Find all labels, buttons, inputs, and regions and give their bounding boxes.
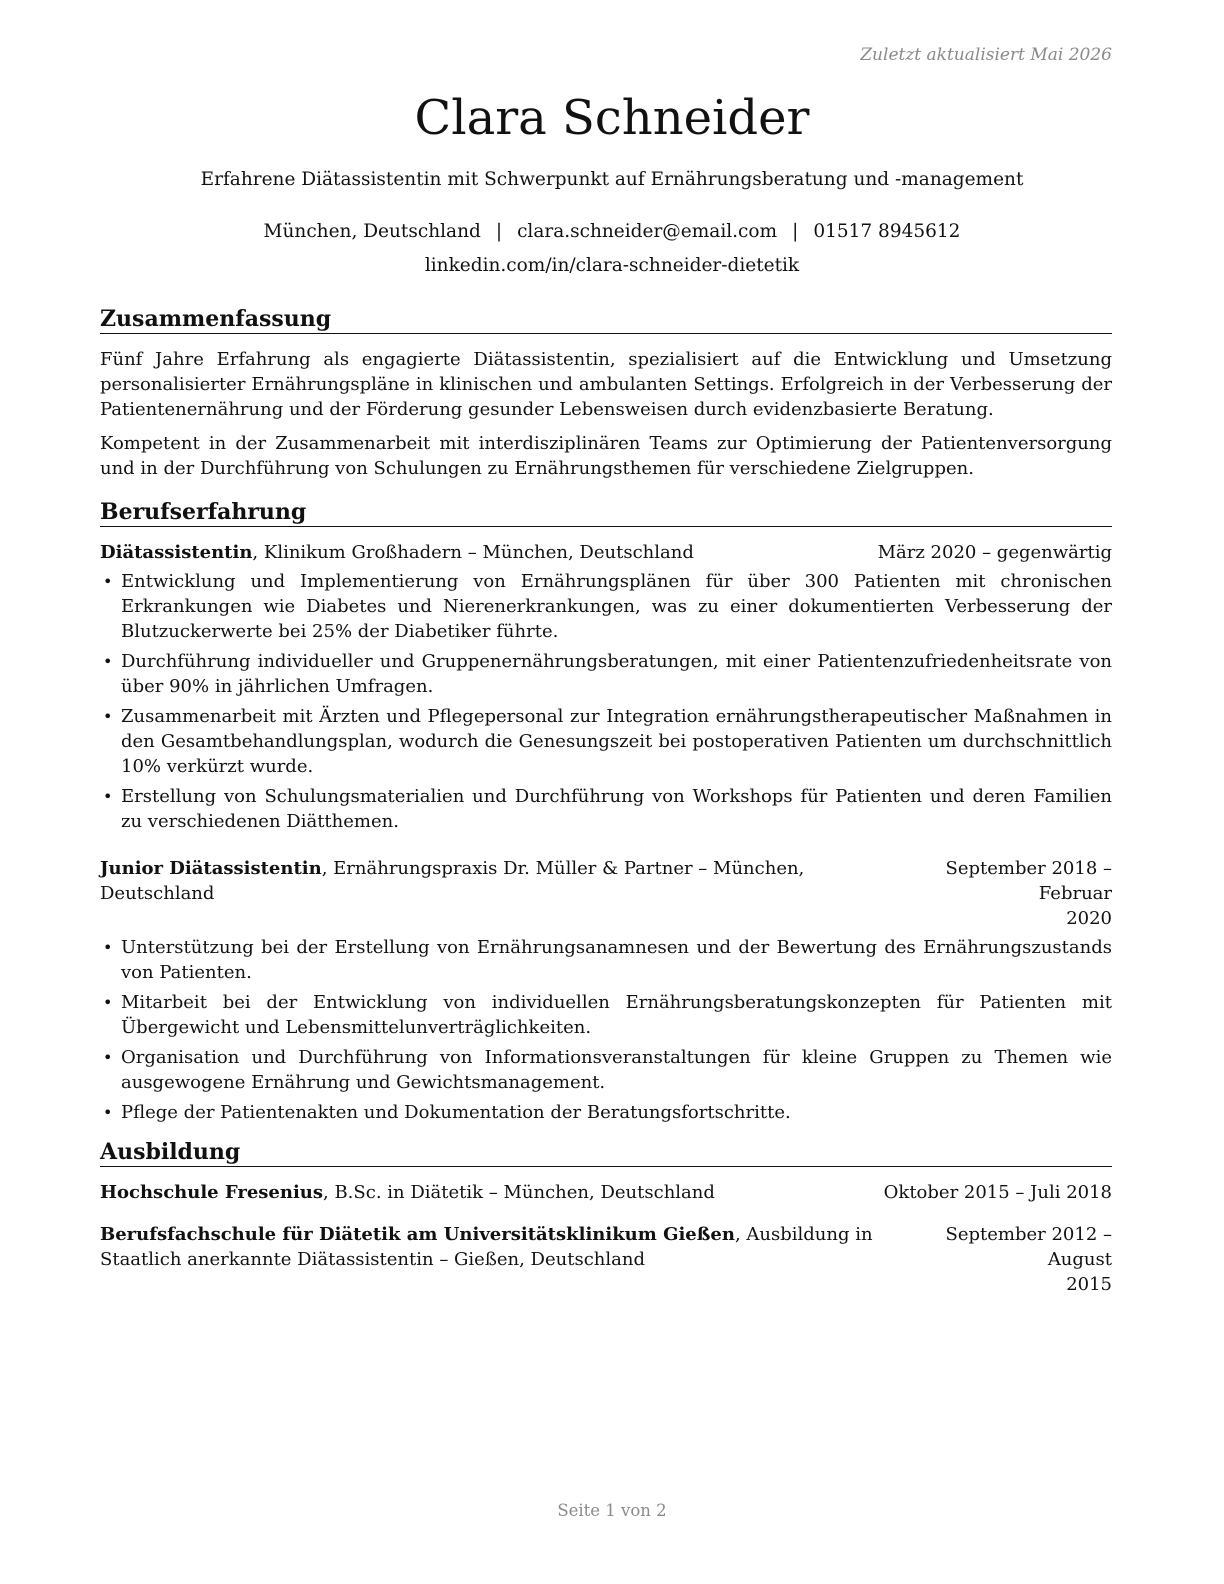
education-entry	[100, 1222, 1112, 1297]
job-role: Junior Diätassistentin	[100, 858, 322, 879]
separator: |	[495, 221, 503, 242]
list-item: • Pflege der Patientenakten und Dokumentation der Beratungsfortschritte.	[103, 1102, 791, 1123]
bullet-icon: •	[103, 652, 113, 671]
job-role: Diätassistentin	[100, 542, 253, 563]
bullet-icon: •	[103, 993, 113, 1012]
summary-paragraph: Fünf Jahre Erfahrung als engagierte Diätassistentin, spezialisiert auf die Entwicklung und Umsetzung personalisierter Ernährungspläne in klinischen und ambulanten Settings. Erfolgreich in der Verbesserung der Patientenernährung und der Förderung gesunder Lebensweisen durch evidenzbasierte Beratung.	[100, 349, 1112, 420]
section-title-summary: Zusammenfassung	[100, 305, 1112, 334]
phone: 01517 8945612	[813, 221, 961, 242]
job-header	[100, 540, 1112, 565]
email-link[interactable]: clara.schneider@email.com	[517, 221, 778, 242]
school-name: Hochschule Fresenius	[100, 1182, 324, 1203]
section-title-experience: Berufserfahrung	[100, 498, 1112, 527]
experience-section	[100, 498, 1112, 1125]
linkedin-link[interactable]: linkedin.com/in/clara-schneider-dietetik	[424, 255, 800, 276]
education-date: September 2012 – August 2015	[945, 1224, 1112, 1295]
job-bullets	[100, 935, 1112, 1125]
job-header	[100, 856, 1112, 931]
list-item: • Unterstützung bei der Erstellung von Ernährungsanamnesen und der Bewertung des Ernährungszustands von Patienten.	[103, 937, 1112, 983]
summary-section	[100, 305, 1112, 481]
education-date: Oktober 2015 – Juli 2018	[883, 1182, 1112, 1203]
location: München, Deutschland	[263, 221, 481, 242]
contact-line	[0, 220, 1224, 244]
bullet-icon: •	[103, 707, 113, 726]
education-section	[100, 1138, 1112, 1297]
separator: |	[792, 221, 799, 242]
job-date: September 2018 – Februar 2020	[945, 858, 1112, 929]
resume-content	[100, 305, 1112, 1297]
bullet-icon: •	[103, 938, 113, 957]
list-item: • Durchführung individueller und Gruppenernährungsberatungen, mit einer Patientenzufriedenheitsrate von über 90% in jährlichen Umfragen.	[103, 651, 1112, 697]
last-updated: Zuletzt aktualisiert Mai 2026	[860, 45, 1112, 65]
candidate-name: Clara Schneider	[414, 90, 810, 146]
page-number: Seite 1 von 2	[557, 1501, 667, 1520]
bullet-icon: •	[103, 787, 113, 806]
list-item: • Zusammenarbeit mit Ärzten und Pflegepersonal zur Integration ernährungstherapeutischer Maßnahmen in den Gesamtbehandlungsplan, wodurch die Genesungszeit bei postoperativen Patienten um durchschnittlich 10% verkürzt wurde.	[103, 706, 1112, 777]
job-details: , Ernährungspraxis Dr. Müller & Partner – München, Deutschland	[100, 858, 805, 904]
summary-paragraph: Kompetent in der Zusammenarbeit mit interdisziplinären Teams zur Optimierung der Patientenversorgung und in der Durchführung von Schulungen zu Ernährungsthemen für verschiedene Zielgruppen.	[100, 433, 1112, 479]
job-entry	[100, 540, 1112, 834]
degree-details: , B.Sc. in Diätetik – München, Deutschland	[323, 1182, 715, 1203]
bullet-icon: •	[103, 572, 113, 591]
education-entry	[100, 1180, 1112, 1205]
bullet-icon: •	[103, 1103, 113, 1122]
job-entry	[100, 856, 1112, 1125]
school-name: Berufsfachschule für Diätetik am Universitätsklinikum Gießen	[100, 1224, 735, 1245]
list-item: • Entwicklung und Implementierung von Ernährungsplänen für über 300 Patienten mit chronischen Erkrankungen wie Diabetes und Nierenerkrankungen, was zu einer dokumentierten Verbesserung der Blutzuckerwerte bei 25% der Diabetiker führte.	[103, 571, 1112, 642]
bullet-icon: •	[103, 1048, 113, 1067]
list-item: • Erstellung von Schulungsmaterialien und Durchführung von Workshops für Patienten und deren Familien zu verschiedenen Diätthemen.	[103, 786, 1112, 832]
job-details: , Klinikum Großhadern – München, Deutschland	[252, 542, 694, 563]
list-item: • Organisation und Durchführung von Informationsveranstaltungen für kleine Gruppen zu Themen wie ausgewogene Ernährung und Gewichtsmanagement.	[103, 1047, 1112, 1093]
job-bullets	[100, 569, 1112, 834]
degree-details: , Ausbildung in Staatlich anerkannte Diätassistentin – Gießen, Deutschland	[100, 1224, 873, 1270]
tagline: Erfahrene Diätassistentin mit Schwerpunkt auf Ernährungsberatung und -management	[200, 169, 1024, 190]
section-title-education: Ausbildung	[100, 1138, 1112, 1167]
list-item: • Mitarbeit bei der Entwicklung von individuellen Ernährungsberatungskonzepten für Patienten mit Übergewicht und Lebensmittelunverträglichkeiten.	[103, 992, 1112, 1038]
job-date: März 2020 – gegenwärtig	[877, 542, 1112, 563]
